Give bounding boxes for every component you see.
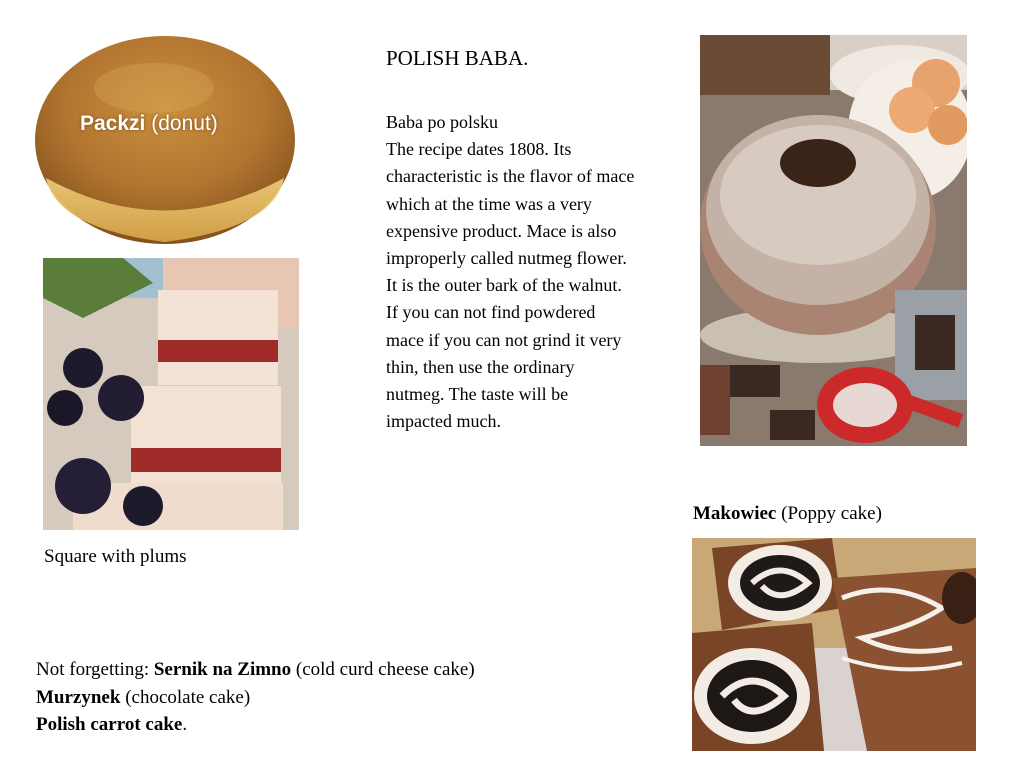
baba-title: POLISH BABA.	[386, 46, 529, 70]
donut-photo	[34, 28, 296, 246]
makowiec-photo	[692, 538, 976, 751]
footer-line-3	[36, 711, 475, 739]
donut-desc: (donut)	[151, 112, 218, 135]
makowiec-desc: (Poppy cake)	[781, 503, 882, 524]
footer-list	[36, 656, 475, 739]
donut-label	[80, 112, 218, 136]
plum-square-photo	[43, 258, 299, 530]
donut-name: Packzi	[80, 112, 146, 135]
footer-prefix: Not forgetting:	[36, 659, 154, 680]
footer-line-2	[36, 684, 475, 712]
footer-item-2-name: Murzynek	[36, 686, 121, 708]
footer-item-3-suffix: .	[182, 714, 188, 735]
baba-description	[386, 109, 636, 435]
makowiec-caption	[693, 503, 882, 525]
baba-cake-photo	[700, 35, 967, 446]
footer-item-2-desc: (chocolate cake)	[120, 686, 251, 708]
plum-caption: Square with plums	[44, 546, 187, 567]
footer-item-1-name: Sernik na Zimno	[153, 659, 292, 680]
baba-subtitle: Baba po polsku	[386, 112, 498, 132]
footer-line-1	[36, 656, 475, 684]
baba-body-text: The recipe dates 1808. Its characteristic is the flavor of mace which at the time was a very expensive product. Mace is also improperly called nutmeg flower. It is the outer bark of the walnut. If you can not find powdered mace if you can not grind it very thin, then use the ordinary nutmeg. The taste will be impacted much.	[386, 139, 635, 432]
makowiec-name: Makowiec	[693, 503, 777, 524]
footer-item-3-name: Polish carrot cake	[36, 714, 183, 735]
footer-item-1-desc: (cold curd cheese cake)	[291, 659, 475, 680]
